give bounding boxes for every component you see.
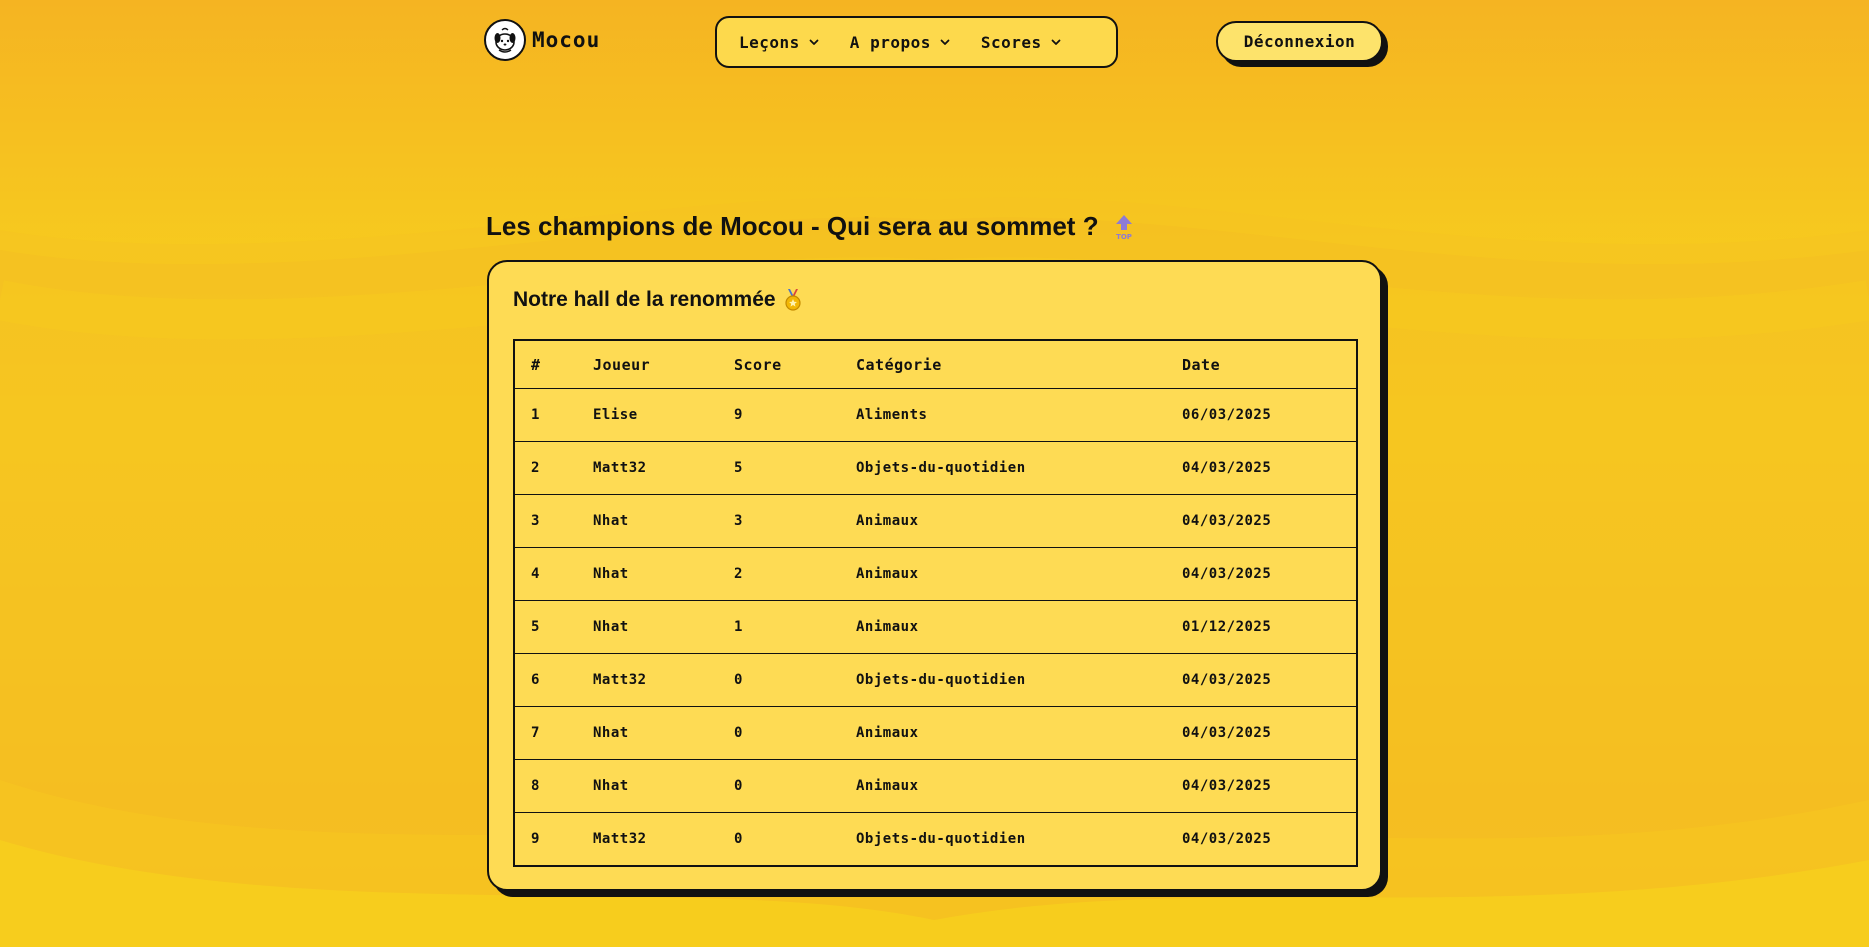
cell-rank: 6 bbox=[514, 654, 593, 707]
cell-score: 2 bbox=[734, 548, 856, 601]
table-row bbox=[514, 760, 1357, 813]
nav-item-label: Leçons bbox=[739, 32, 800, 52]
cell-score: 0 bbox=[734, 760, 856, 813]
cell-date: 04/03/2025 bbox=[1182, 707, 1357, 760]
column-header-rank: # bbox=[514, 340, 593, 389]
table-row bbox=[514, 389, 1357, 442]
cell-category: Animaux bbox=[856, 548, 1182, 601]
cell-score: 1 bbox=[734, 601, 856, 654]
card-title bbox=[513, 288, 802, 312]
cell-category: Objets-du-quotidien bbox=[856, 654, 1182, 707]
cell-rank: 4 bbox=[514, 548, 593, 601]
cell-player: Nhat bbox=[593, 707, 734, 760]
cell-score: 3 bbox=[734, 495, 856, 548]
column-header-score: Score bbox=[734, 340, 856, 389]
puppy-logo-icon bbox=[484, 19, 526, 61]
table-row bbox=[514, 495, 1357, 548]
hall-of-fame-card bbox=[487, 260, 1382, 891]
table-header-row bbox=[514, 340, 1357, 389]
chevron-down-icon bbox=[939, 36, 951, 48]
nav-item-label: Scores bbox=[980, 32, 1042, 52]
cell-score: 0 bbox=[734, 654, 856, 707]
logout-button[interactable]: Déconnexion bbox=[1216, 21, 1383, 62]
nav-item-lecons[interactable] bbox=[739, 33, 820, 52]
nav-item-a-propos[interactable] bbox=[850, 33, 951, 52]
cell-player: Nhat bbox=[593, 548, 734, 601]
nav-item-label: A propos bbox=[849, 32, 931, 52]
cell-date: 06/03/2025 bbox=[1182, 389, 1357, 442]
cell-date: 04/03/2025 bbox=[1182, 442, 1357, 495]
cell-player: Matt32 bbox=[593, 654, 734, 707]
cell-date: 04/03/2025 bbox=[1182, 548, 1357, 601]
chevron-down-icon bbox=[1050, 36, 1062, 48]
table-row bbox=[514, 548, 1357, 601]
cell-rank: 2 bbox=[514, 442, 593, 495]
cell-category: Objets-du-quotidien bbox=[856, 831, 1026, 847]
top-arrow-icon bbox=[1113, 213, 1135, 241]
cell-category: Animaux bbox=[856, 707, 1182, 760]
column-header-category: Catégorie bbox=[856, 340, 1182, 389]
cell-score: 0 bbox=[734, 831, 743, 847]
table-row bbox=[514, 442, 1357, 495]
cell-category: Objets-du-quotidien bbox=[856, 442, 1182, 495]
chevron-down-icon bbox=[808, 36, 820, 48]
cell-player: Matt32 bbox=[593, 831, 647, 847]
card-title-text: Notre hall de la renommée bbox=[513, 288, 776, 311]
cell-date: 04/03/2025 bbox=[1182, 495, 1357, 548]
brand-name: Mocou bbox=[532, 28, 601, 52]
svg-text:TOP: TOP bbox=[1115, 232, 1132, 241]
cell-date: 04/03/2025 bbox=[1182, 831, 1272, 847]
table-row bbox=[514, 601, 1357, 654]
column-header-player: Joueur bbox=[593, 340, 734, 389]
table-row bbox=[514, 707, 1357, 760]
cell-player: Nhat bbox=[593, 601, 734, 654]
cell-score: 5 bbox=[734, 442, 856, 495]
nav-item-scores[interactable] bbox=[981, 33, 1062, 52]
cell-player: Elise bbox=[593, 389, 734, 442]
table-row bbox=[514, 813, 1357, 867]
cell-date: 01/12/2025 bbox=[1182, 601, 1357, 654]
page-title-text: Les champions de Mocou - Qui sera au sommet ? bbox=[486, 211, 1099, 241]
cell-rank: 8 bbox=[514, 760, 593, 813]
cell-player: Nhat bbox=[593, 760, 734, 813]
brand-logo-link[interactable] bbox=[484, 19, 600, 61]
main-nav bbox=[715, 16, 1118, 68]
cell-date: 04/03/2025 bbox=[1182, 760, 1357, 813]
cell-rank: 9 bbox=[531, 831, 540, 847]
page-title bbox=[486, 211, 1135, 242]
cell-category: Aliments bbox=[856, 389, 1182, 442]
cell-player: Matt32 bbox=[593, 442, 734, 495]
cell-rank: 7 bbox=[514, 707, 593, 760]
cell-category: Animaux bbox=[856, 760, 1182, 813]
cell-rank: 5 bbox=[514, 601, 593, 654]
top-header bbox=[0, 0, 1869, 84]
cell-category: Animaux bbox=[856, 495, 1182, 548]
cell-rank: 3 bbox=[514, 495, 593, 548]
medal-icon bbox=[784, 288, 802, 312]
table-row bbox=[514, 654, 1357, 707]
scores-table bbox=[513, 339, 1358, 867]
cell-score: 9 bbox=[734, 389, 856, 442]
cell-rank: 1 bbox=[514, 389, 593, 442]
cell-date: 04/03/2025 bbox=[1182, 654, 1357, 707]
cell-score: 0 bbox=[734, 707, 856, 760]
cell-category: Animaux bbox=[856, 601, 1182, 654]
column-header-date: Date bbox=[1182, 340, 1357, 389]
cell-player: Nhat bbox=[593, 495, 734, 548]
